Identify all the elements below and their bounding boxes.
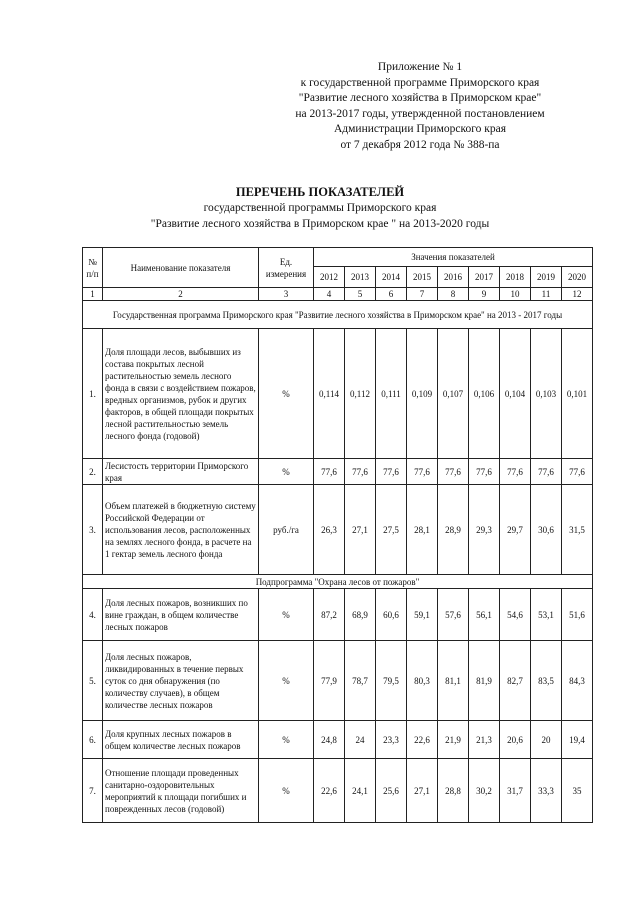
table-row	[83, 721, 593, 759]
value-cell: 79,5	[376, 641, 407, 721]
header-unit: Ед. измерения	[259, 248, 314, 288]
header-year: 2019	[531, 267, 562, 288]
document-subtitle: государственной программы Приморского края	[203, 202, 437, 214]
column-number: 8	[438, 288, 469, 301]
value-cell: 59,1	[407, 589, 438, 641]
column-number: 3	[259, 288, 314, 301]
value-cell: 81,9	[469, 641, 500, 721]
value-cell: 77,6	[500, 459, 531, 485]
column-number: 6	[376, 288, 407, 301]
value-cell: 27,5	[376, 485, 407, 575]
value-cell: 53,1	[531, 589, 562, 641]
row-number: 1.	[83, 329, 103, 459]
indicator-name: Лесистость территории Приморского края	[103, 459, 259, 485]
value-cell: 0,112	[345, 329, 376, 459]
indicator-name: Отношение площади проведенных санитарно-оздоровительных мероприятий к площади погибших и поврежденных лесов (годовой)	[103, 759, 259, 823]
value-cell: 78,7	[345, 641, 376, 721]
value-cell: 0,107	[438, 329, 469, 459]
value-cell: 51,6	[562, 589, 593, 641]
header-year: 2015	[407, 267, 438, 288]
column-number: 7	[407, 288, 438, 301]
value-cell: 21,3	[469, 721, 500, 759]
indicator-name: Доля крупных лесных пожаров в общем количестве лесных пожаров	[103, 721, 259, 759]
value-cell: 0,109	[407, 329, 438, 459]
appendix-line: к государственной программе Приморского края	[300, 76, 540, 89]
appendix-line: Приложение № 1	[377, 61, 463, 73]
header-year: 2014	[376, 267, 407, 288]
appendix-line: от 7 декабря 2012 года № 388-па	[340, 138, 500, 151]
value-cell: 77,6	[438, 459, 469, 485]
value-cell: 31,7	[500, 759, 531, 823]
header-values: Значения показателей	[314, 248, 593, 267]
value-cell: 24	[345, 721, 376, 759]
header-year: 2018	[500, 267, 531, 288]
header-year: 2013	[345, 267, 376, 288]
value-cell: 24,1	[345, 759, 376, 823]
value-cell: 20,6	[500, 721, 531, 759]
value-cell: 77,6	[531, 459, 562, 485]
value-cell: 30,6	[531, 485, 562, 575]
value-cell: 20	[531, 721, 562, 759]
header-num: № п/п	[83, 248, 103, 288]
document-title: ПЕРЕЧЕНЬ ПОКАЗАТЕЛЕЙ	[235, 185, 405, 199]
appendix-line: Администрации Приморского края	[334, 123, 506, 135]
row-number: 3.	[83, 485, 103, 575]
value-cell: 56,1	[469, 589, 500, 641]
section-title: Государственная программа Приморского края "Развитие лесного хозяйства в Приморском крае" на 2013 - 2017 годы	[83, 301, 593, 329]
column-number: 9	[469, 288, 500, 301]
table-header-row	[83, 248, 593, 267]
unit-cell: %	[259, 459, 314, 485]
value-cell: 22,6	[314, 759, 345, 823]
value-cell: 54,6	[500, 589, 531, 641]
value-cell: 80,3	[407, 641, 438, 721]
row-number: 7.	[83, 759, 103, 823]
value-cell: 87,2	[314, 589, 345, 641]
value-cell: 77,6	[314, 459, 345, 485]
header-name: Наименование показателя	[103, 248, 259, 288]
value-cell: 0,103	[531, 329, 562, 459]
value-cell: 77,6	[469, 459, 500, 485]
unit-cell: руб./га	[259, 485, 314, 575]
indicator-name: Доля лесных пожаров, возникших по вине граждан, в общем количестве лесных пожаров	[103, 589, 259, 641]
value-cell: 57,6	[438, 589, 469, 641]
value-cell: 26,3	[314, 485, 345, 575]
header-year: 2016	[438, 267, 469, 288]
section-row	[83, 575, 593, 589]
column-number: 1	[83, 288, 103, 301]
indicator-name: Доля площади лесов, выбывших из состава покрытых лесной растительностью земель лесного фонда в связи с воздействием пожаров, вредных организмов, рубок и других факторов, в общей площади покрытых лесной растительностью земель лесного фонда (годовой)	[103, 329, 259, 459]
unit-cell: %	[259, 721, 314, 759]
indicators-table	[82, 247, 593, 823]
value-cell: 84,3	[562, 641, 593, 721]
table-row	[83, 589, 593, 641]
column-number: 12	[562, 288, 593, 301]
value-cell: 29,3	[469, 485, 500, 575]
value-cell: 28,1	[407, 485, 438, 575]
value-cell: 24,8	[314, 721, 345, 759]
column-number: 11	[531, 288, 562, 301]
value-cell: 83,5	[531, 641, 562, 721]
row-number: 2.	[83, 459, 103, 485]
table-row	[83, 459, 593, 485]
value-cell: 21,9	[438, 721, 469, 759]
header-year: 2017	[469, 267, 500, 288]
value-cell: 27,1	[407, 759, 438, 823]
column-number: 2	[103, 288, 259, 301]
value-cell: 0,114	[314, 329, 345, 459]
value-cell: 29,7	[500, 485, 531, 575]
column-number: 5	[345, 288, 376, 301]
value-cell: 28,8	[438, 759, 469, 823]
table-row	[83, 641, 593, 721]
table-row	[83, 329, 593, 459]
value-cell: 28,9	[438, 485, 469, 575]
value-cell: 25,6	[376, 759, 407, 823]
value-cell: 60,6	[376, 589, 407, 641]
value-cell: 22,6	[407, 721, 438, 759]
value-cell: 23,3	[376, 721, 407, 759]
value-cell: 77,9	[314, 641, 345, 721]
value-cell: 35	[562, 759, 593, 823]
value-cell: 77,6	[407, 459, 438, 485]
row-number: 5.	[83, 641, 103, 721]
table-row	[83, 485, 593, 575]
value-cell: 0,101	[562, 329, 593, 459]
value-cell: 27,1	[345, 485, 376, 575]
unit-cell: %	[259, 759, 314, 823]
indicator-name: Доля лесных пожаров, ликвидированных в течение первых суток со дня обнаружения (по количеству случаев), в общем количестве лесных пожаров	[103, 641, 259, 721]
appendix-line: на 2013-2017 годы, утвержденной постановлением	[295, 107, 545, 120]
value-cell: 82,7	[500, 641, 531, 721]
value-cell: 30,2	[469, 759, 500, 823]
table-row	[83, 759, 593, 823]
value-cell: 77,6	[562, 459, 593, 485]
column-number: 10	[500, 288, 531, 301]
row-number: 6.	[83, 721, 103, 759]
indicator-name: Объем платежей в бюджетную систему Российской Федерации от использования лесов, расположенных на землях лесного фонда, в расчете на 1 гектар земель лесного фонда	[103, 485, 259, 575]
header-year: 2012	[314, 267, 345, 288]
section-title: Подпрограмма "Охрана лесов от пожаров"	[83, 575, 593, 589]
table-column-numbers-row	[83, 288, 593, 301]
header-year: 2020	[562, 267, 593, 288]
value-cell: 0,106	[469, 329, 500, 459]
row-number: 4.	[83, 589, 103, 641]
appendix-line: "Развитие лесного хозяйства в Приморском крае"	[298, 92, 542, 104]
value-cell: 0,111	[376, 329, 407, 459]
value-cell: 33,3	[531, 759, 562, 823]
value-cell: 68,9	[345, 589, 376, 641]
value-cell: 19,4	[562, 721, 593, 759]
value-cell: 77,6	[345, 459, 376, 485]
value-cell: 0,104	[500, 329, 531, 459]
document-subtitle: "Развитие лесного хозяйства в Приморском крае " на 2013-2020 годы	[150, 218, 490, 230]
unit-cell: %	[259, 641, 314, 721]
unit-cell: %	[259, 589, 314, 641]
value-cell: 31,5	[562, 485, 593, 575]
section-row	[83, 301, 593, 329]
value-cell: 81,1	[438, 641, 469, 721]
appendix-block	[250, 60, 590, 153]
unit-cell: %	[259, 329, 314, 459]
value-cell: 77,6	[376, 459, 407, 485]
column-number: 4	[314, 288, 345, 301]
